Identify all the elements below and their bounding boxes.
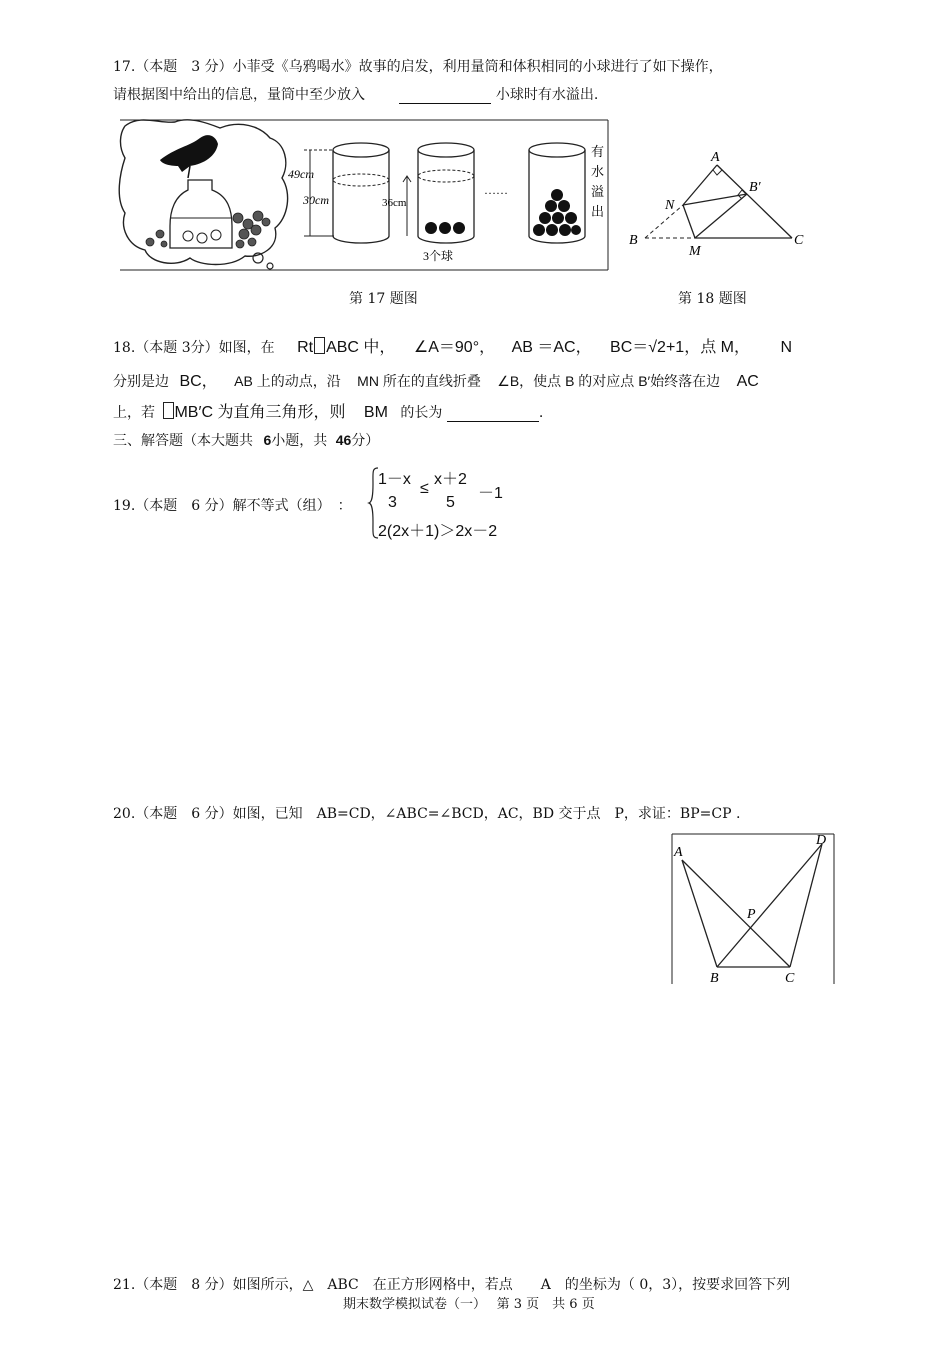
q19-minus1: －1	[478, 485, 503, 502]
section3-count: 6	[263, 432, 272, 448]
overflow-char-4: 出	[591, 204, 605, 219]
q18-rt: Rt	[297, 339, 314, 356]
q18-l2-a: 分别是边	[113, 374, 169, 390]
q17-line2-text: 请根据图中给出的信息，量筒中至少放入	[113, 87, 365, 103]
q18-l2-b: ∠B，使点 B 的对应点 B′始终落在边	[497, 373, 721, 389]
q17-figure	[120, 118, 610, 276]
q19-system	[368, 462, 518, 542]
q19-label: 19.（本题 6 分）解不等式（组） ：	[113, 498, 352, 514]
q18-l2-ac: AC	[736, 373, 759, 390]
q18-abc: ABC 中，	[326, 339, 396, 356]
q17-line2	[113, 84, 598, 104]
overflow-label	[591, 144, 604, 219]
q20-pt-A: A	[674, 845, 683, 860]
dots: ……	[484, 183, 508, 197]
q19-leq: ≤	[420, 480, 429, 497]
pt-M: M	[689, 244, 701, 259]
overflow-char-2: 水	[591, 164, 605, 179]
label-3-balls: 3个球	[423, 249, 454, 263]
q19-num2: x＋2	[434, 471, 467, 488]
q20-pt-C: C	[785, 971, 795, 986]
q19-den1: 3	[388, 494, 397, 511]
section-3-heading	[113, 430, 379, 450]
triangle-box-icon	[314, 337, 325, 354]
q18-n: N	[780, 339, 792, 356]
q18-l3-bm: BM	[363, 404, 388, 421]
q18-angle: ∠A＝90°，	[413, 339, 496, 356]
q17-caption: 第 17 题图	[349, 291, 418, 307]
section3-points: 46	[335, 432, 352, 448]
triangle-box-icon-2	[163, 402, 174, 419]
pt-N: N	[665, 198, 675, 213]
q21-text: 21.（本题 8 分）如图所示，△ ABC 在正方形网格中，若点 A 的坐标为（ 0，3），按要求回答下列	[113, 1277, 791, 1293]
q18-line3	[113, 399, 543, 422]
q20-figure	[672, 832, 837, 987]
q19-den2: 5	[446, 494, 455, 511]
q20-pt-P: P	[747, 907, 756, 922]
q18-caption: 第 18 题图	[678, 291, 747, 307]
pt-A: A	[711, 150, 720, 165]
q17-answer-blank[interactable]	[399, 89, 491, 104]
q17-line1: 17.（本题 3 分）小菲受《乌鸦喝水》故事的启发，利用量筒和体积相同的小球进行了如下操作，	[113, 59, 723, 75]
q18-answer-blank[interactable]	[447, 407, 539, 422]
q18-l2-bc: BC，	[179, 373, 218, 390]
q18-l3-end: .	[538, 405, 544, 421]
overflow-char-1: 有	[591, 144, 605, 159]
q18-l2-mn: MN 所在的直线折叠	[357, 373, 481, 389]
label-49cm: 49cm	[288, 167, 314, 181]
q18-l2-ab: AB 上的动点，沿	[234, 373, 341, 389]
section3-e: 分）	[351, 433, 380, 449]
q18-l3-a: 上，若	[113, 405, 155, 421]
overflow-char-3: 溢	[591, 184, 605, 199]
pt-Bprime: B′	[749, 180, 761, 195]
q17-line2-end: 小球时有水溢出.	[495, 87, 599, 103]
q20-text: 20.（本题 6 分）如图，已知 AB=CD，∠ABC=∠BCD，AC，BD 交于点 P，求证：BP=CP .	[113, 806, 741, 822]
section3-c: 小题，共	[271, 433, 328, 449]
q19-line2: 2(2x＋1)＞2x－2	[378, 523, 498, 540]
pt-C: C	[794, 233, 804, 248]
page-footer: 期末数学模拟试卷（一） 第 3 页 共 6 页	[343, 1297, 595, 1312]
q18-line1	[113, 334, 792, 357]
q19-num1: 1－x	[378, 471, 411, 488]
q20-pt-B: B	[710, 971, 719, 986]
q18-line2	[113, 368, 759, 391]
q20-pt-D: D	[816, 833, 827, 848]
q18-l3-b: 的长为	[400, 405, 443, 421]
q18-l3-mbc: MB′C 为直角三角形，则	[174, 404, 346, 421]
q18-l1-a: 18.（本题 3分）如图，在	[113, 340, 275, 356]
pt-B: B	[629, 233, 638, 248]
q18-bc: BC＝√2+1，点 M，	[610, 339, 750, 356]
label-30cm: 30cm	[303, 193, 329, 207]
q18-abac: AB ＝AC，	[511, 339, 592, 356]
label-36cm: 36cm	[382, 197, 407, 209]
q18-figure	[625, 145, 815, 260]
section3-a: 三、解答题（本大题共	[113, 433, 253, 449]
